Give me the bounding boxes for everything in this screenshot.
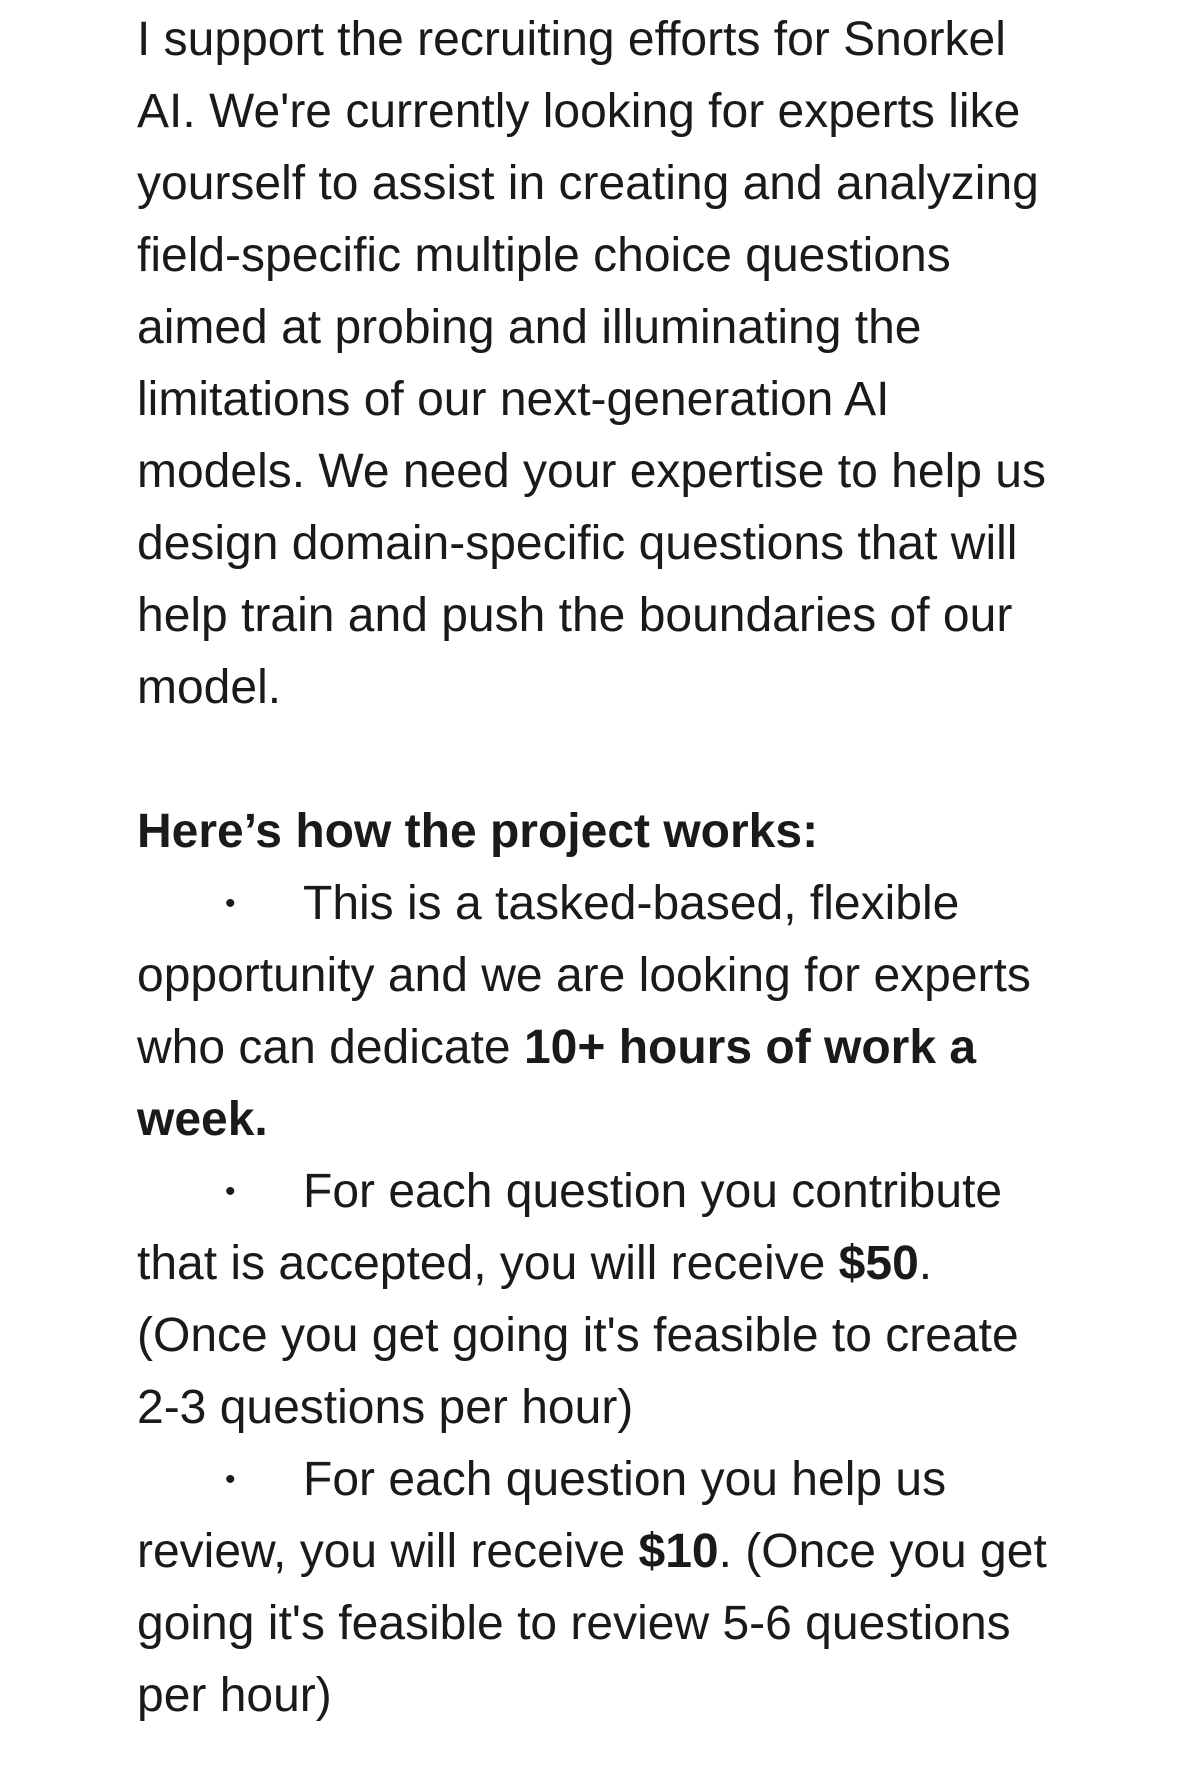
intro-paragraph: I support the recruiting efforts for Snorkel AI. We're currently looking for experts like yourself to assist in creating and analyzing field-specific multiple choice questions aimed at probing and illuminating the limitations of our next-generation AI models. We need your expertise to help us design domain-specific questions that will help train and push the boundaries of our model. bbox=[137, 13, 1046, 714]
bullet-icon: • bbox=[225, 887, 236, 920]
paragraph-spacer bbox=[137, 724, 1067, 796]
bullet-item-contribute bbox=[137, 1156, 1067, 1444]
bullet-text-after: . (Once you get going it's feasible to review 5-6 questions per hour) bbox=[137, 1525, 1047, 1722]
bullet-text: For each question you help us review, you will receive bbox=[137, 1453, 947, 1578]
bullet-text: This is a tasked-based, flexible opportunity and we are looking for experts who can dedicate bbox=[137, 877, 1031, 1074]
bullet-emphasis: $50 bbox=[838, 1237, 919, 1290]
bullet-item-hours bbox=[137, 868, 1067, 1156]
bullet-emphasis: 10+ hours of work a week. bbox=[137, 1021, 977, 1146]
bullet-icon: • bbox=[225, 1463, 236, 1496]
bullet-text-after: . (Once you get going it's feasible to create 2-3 questions per hour) bbox=[137, 1237, 1019, 1434]
bullet-emphasis: $10 bbox=[638, 1525, 719, 1578]
bullet-icon: • bbox=[225, 1175, 236, 1208]
bullet-item-review bbox=[137, 1444, 1067, 1732]
message-body bbox=[137, 4, 1067, 1732]
bullet-text: For each question you contribute that is accepted, you will receive bbox=[137, 1165, 1003, 1290]
section-heading: Here’s how the project works: bbox=[137, 805, 819, 858]
